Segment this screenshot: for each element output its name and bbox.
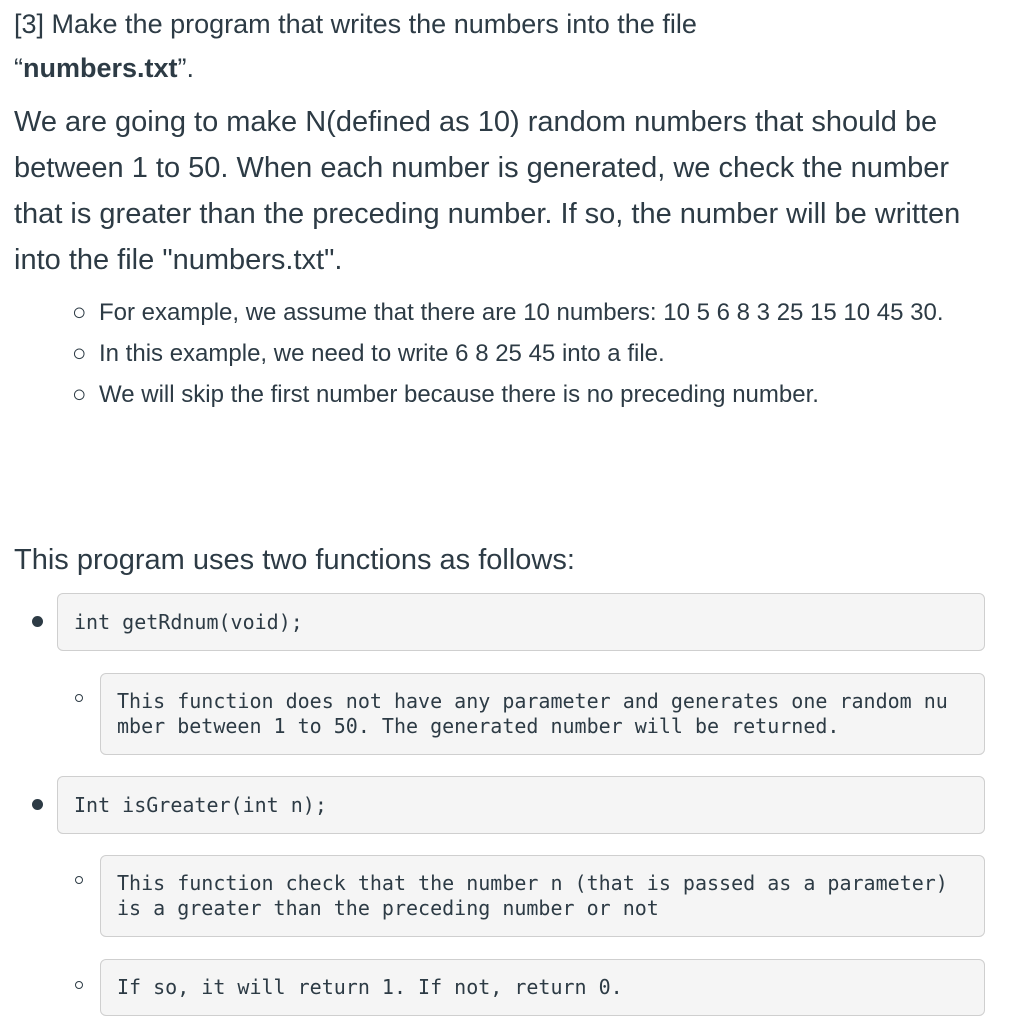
function-note-isgreater-check: This function check that the number n (that is passed as a parameter) is a greater than the preceding number or not [100,855,985,937]
circle-bullet-icon [75,981,83,989]
heading-filename: numbers.txt [23,53,178,83]
function-signature-getrdnum: int getRdnum(void); [57,593,985,651]
heading-open-quote: “ [14,53,23,83]
example-item [72,374,972,415]
problem-heading [14,2,994,90]
function-signature-isgreater: Int isGreater(int n); [57,776,985,834]
heading-close-quote: ”. [177,53,195,83]
example-item [72,292,972,333]
circle-bullet-icon [75,876,83,884]
circle-bullet-icon: ○ [72,299,87,326]
heading-prefix: [3] Make the program that writes the numbers into the file [14,9,697,39]
example-item-text: For example, we assume that there are 10 numbers: 10 5 6 8 3 25 15 10 45 30. [99,299,944,326]
disc-bullet-icon [32,616,43,627]
example-list [72,292,972,415]
example-item [72,333,972,374]
circle-bullet-icon [75,694,83,702]
example-item-text: We will skip the first number because there is no preceding number. [99,381,819,408]
function-note-getrdnum: This function does not have any parameter and generates one random nu mber between 1 to 50. The generated number will be returned. [100,673,985,755]
problem-description: We are going to make N(defined as 10) random numbers that should be between 1 to 50. When each number is generated, we check the number that is greater than the preceding number. If so, the number will be written into the file "numbers.txt". [14,106,961,276]
functions-title: This program uses two functions as follows: [14,544,575,576]
disc-bullet-icon [32,799,43,810]
example-item-text: In this example, we need to write 6 8 25 45 into a file. [99,340,665,367]
circle-bullet-icon: ○ [72,381,87,408]
function-note-isgreater-return: If so, it will return 1. If not, return 0. [100,959,985,1016]
circle-bullet-icon: ○ [72,340,87,367]
